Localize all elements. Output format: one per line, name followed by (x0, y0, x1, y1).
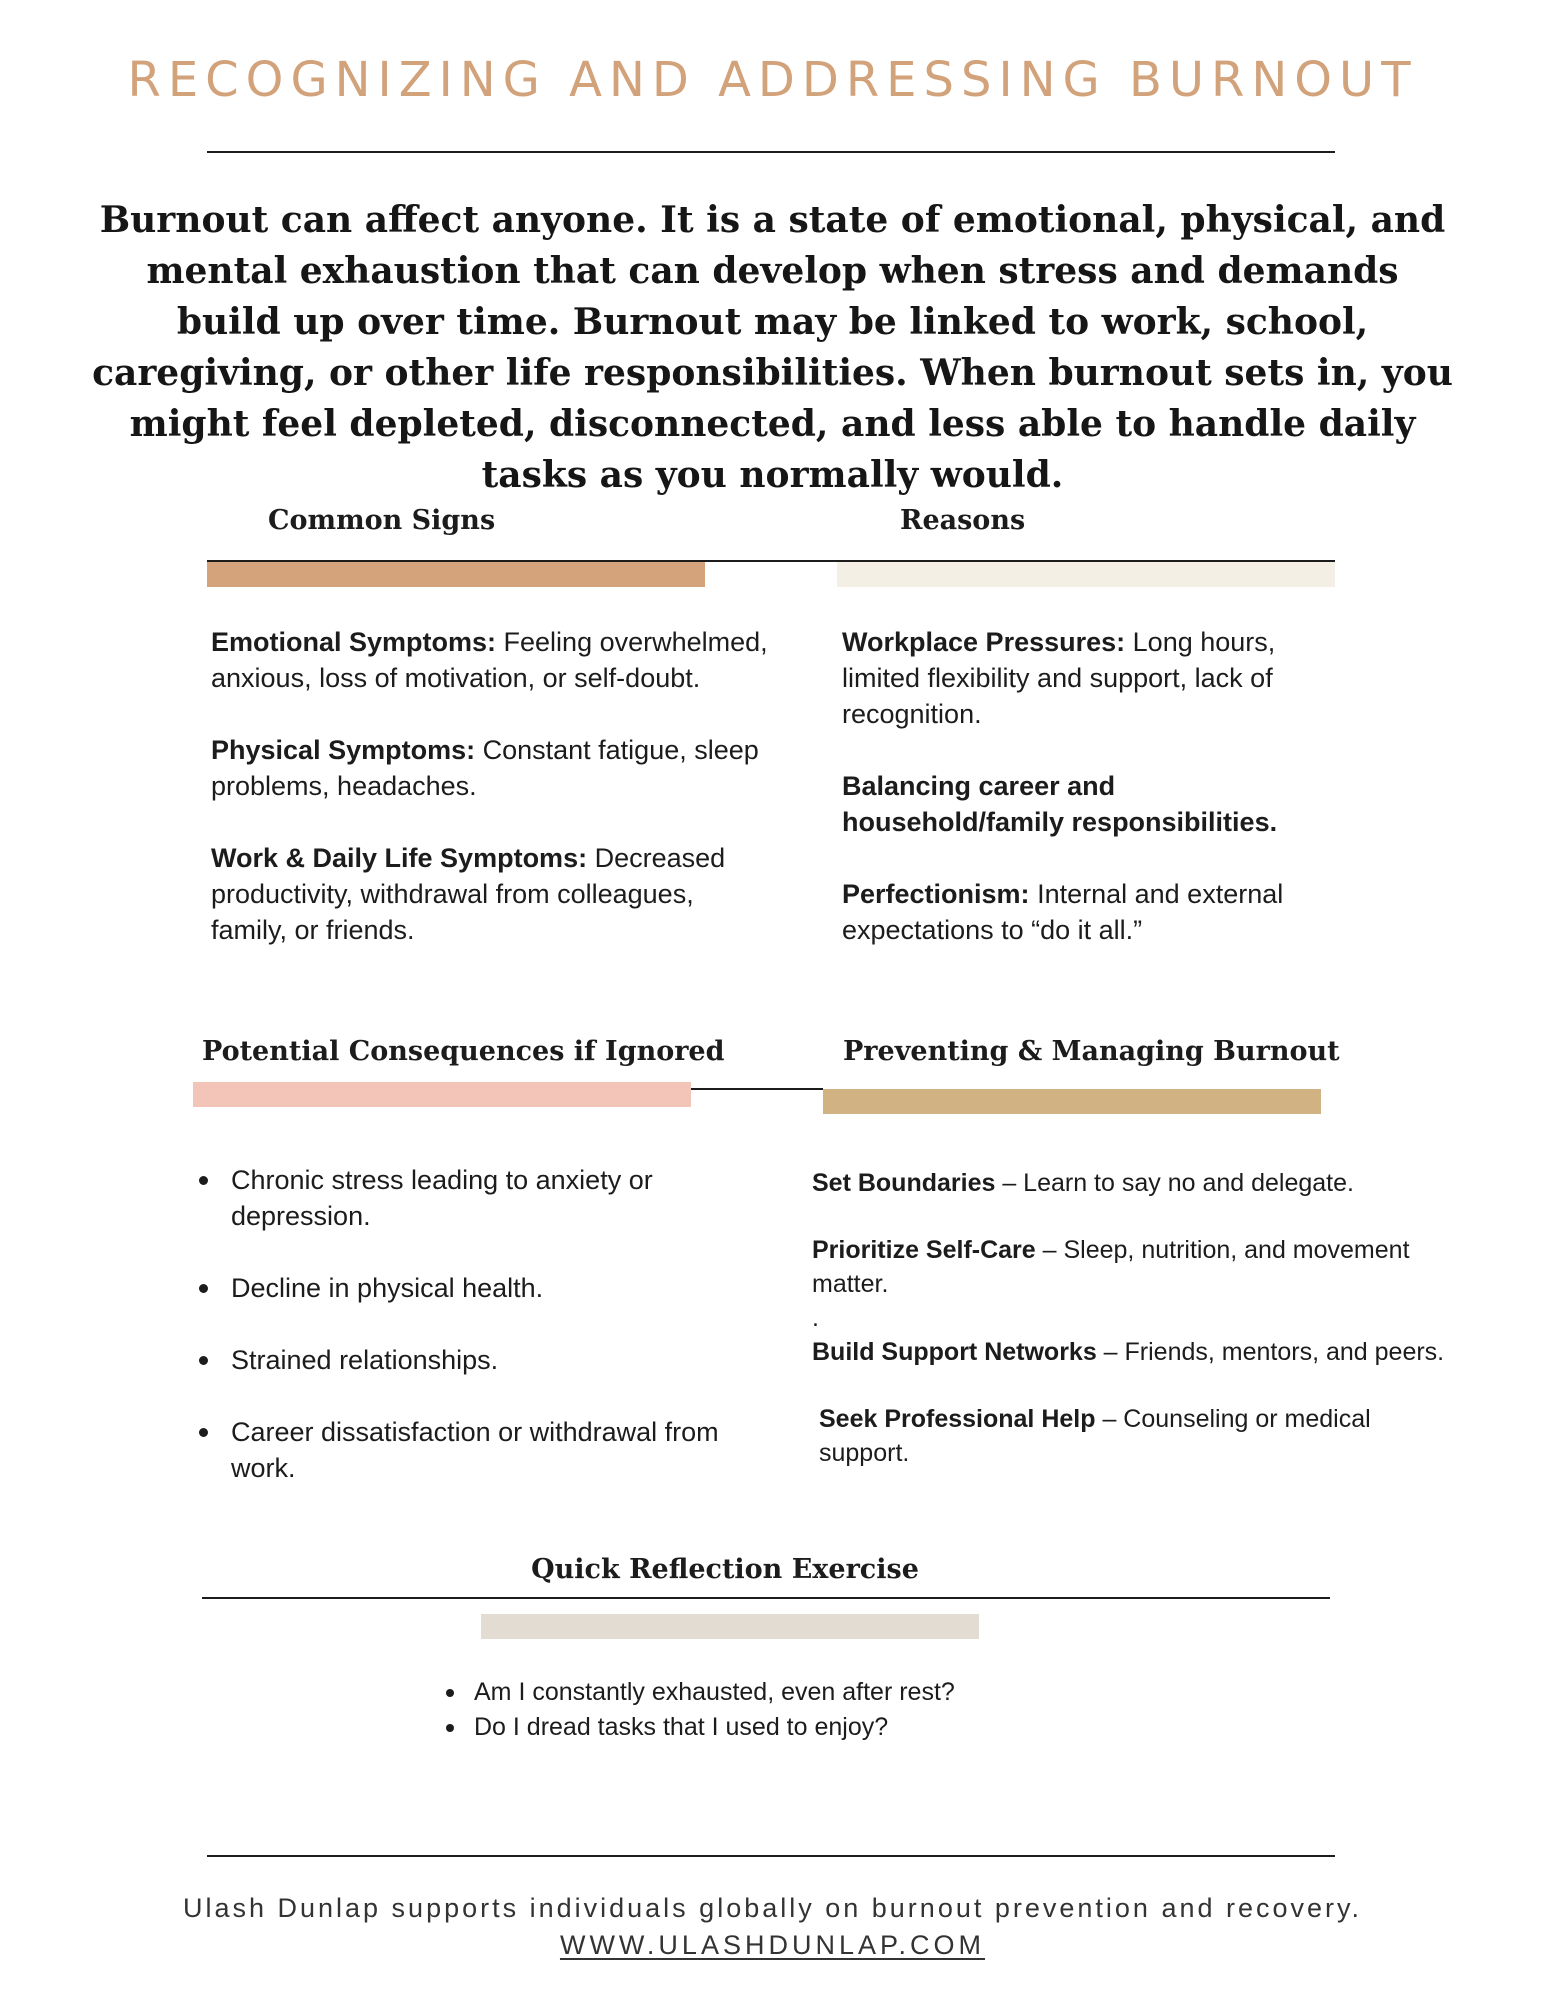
list-item: Career dissatisfaction or withdrawal from work. (199, 1414, 779, 1486)
consequences-bar (193, 1082, 691, 1107)
item-label: Emotional Symptoms: (211, 627, 497, 657)
item-text: – Friends, mentors, and peers. (1096, 1338, 1445, 1366)
list-item (211, 732, 771, 804)
consequences-list (199, 1162, 779, 1522)
item-label: Set Boundaries (812, 1169, 996, 1197)
list-item: Strained relationships. (199, 1342, 779, 1378)
item-label: Workplace Pressures: (842, 627, 1126, 657)
list-item: Am I constantly exhausted, even after rest? (446, 1675, 1146, 1710)
consequences-divider (691, 1088, 823, 1090)
website-link-text[interactable]: WWW.ULASHDUNLAP.COM (559, 1930, 986, 1960)
item-text: Internal and external expectations to “do it all.” (842, 879, 1284, 945)
reasons-list (842, 624, 1322, 984)
intro-paragraph: Burnout can affect anyone. It is a state of emotional, physical, and mental exhaustion that can develop when stress and demands build up over time. Burnout may be linked to work, school, caregiving, or other life responsibilities. When burnout sets in, you might feel depleted, disconnected, and less able to handle daily tasks as you normally would. (92, 199, 1453, 496)
list-item (842, 768, 1322, 840)
reflection-heading: Quick Reflection Exercise (531, 1554, 919, 1585)
list-item (211, 624, 771, 696)
consequences-heading: Potential Consequences if Ignored (202, 1036, 725, 1067)
item-text: – Sleep, nutrition, and movement matter. (812, 1236, 1410, 1298)
reflection-divider (202, 1597, 1330, 1599)
item-label: Physical Symptoms: (211, 735, 476, 765)
list-item: Do I dread tasks that I used to enjoy? (446, 1710, 1146, 1745)
common-signs-bar (207, 562, 705, 587)
item-label: Balancing career and household/family responsibilities. (842, 771, 1278, 837)
preventing-bar (823, 1089, 1321, 1114)
reasons-bar (837, 562, 1335, 587)
list-item (812, 1402, 1462, 1470)
page-title: RECOGNIZING AND ADDRESSING BURNOUT (127, 52, 1418, 108)
list-item (842, 624, 1322, 732)
list-item (842, 876, 1322, 948)
preventing-heading: Preventing & Managing Burnout (843, 1036, 1340, 1067)
title-divider (207, 151, 1335, 153)
reflection-list (446, 1675, 1146, 1745)
stray-mark: . (812, 1304, 819, 1332)
list-item (812, 1233, 1462, 1301)
item-text: – Learn to say no and delegate. (995, 1169, 1354, 1197)
item-label: Build Support Networks (812, 1338, 1097, 1366)
item-text: Feeling overwhelmed, anxious, loss of motivation, or self-doubt. (211, 627, 768, 693)
item-text: – Counseling or medical support. (819, 1405, 1371, 1467)
reflection-bar (481, 1614, 979, 1639)
footer-text: Ulash Dunlap supports individuals globally on burnout prevention and recovery. (182, 1893, 1363, 1923)
common-signs-list (211, 624, 771, 984)
list-item (812, 1335, 1462, 1369)
footer-divider (207, 1855, 1335, 1857)
item-label: Seek Professional Help (819, 1405, 1096, 1433)
preventing-list (812, 1166, 1462, 1503)
list-item (211, 840, 771, 948)
item-label: Prioritize Self-Care (812, 1236, 1036, 1264)
item-label: Work & Daily Life Symptoms: (211, 843, 588, 873)
reasons-heading: Reasons (900, 505, 1026, 536)
item-text: Long hours, limited flexibility and support, lack of recognition. (842, 627, 1276, 729)
list-item (812, 1166, 1462, 1200)
list-item: Chronic stress leading to anxiety or depression. (199, 1162, 779, 1234)
common-signs-heading: Common Signs (268, 505, 496, 536)
item-text: Constant fatigue, sleep problems, headaches. (211, 735, 759, 801)
item-label: Perfectionism: (842, 879, 1030, 909)
website-link[interactable] (0, 1930, 1545, 1961)
item-text: Decreased productivity, withdrawal from colleagues, family, or friends. (211, 843, 726, 945)
list-item: Decline in physical health. (199, 1270, 779, 1306)
